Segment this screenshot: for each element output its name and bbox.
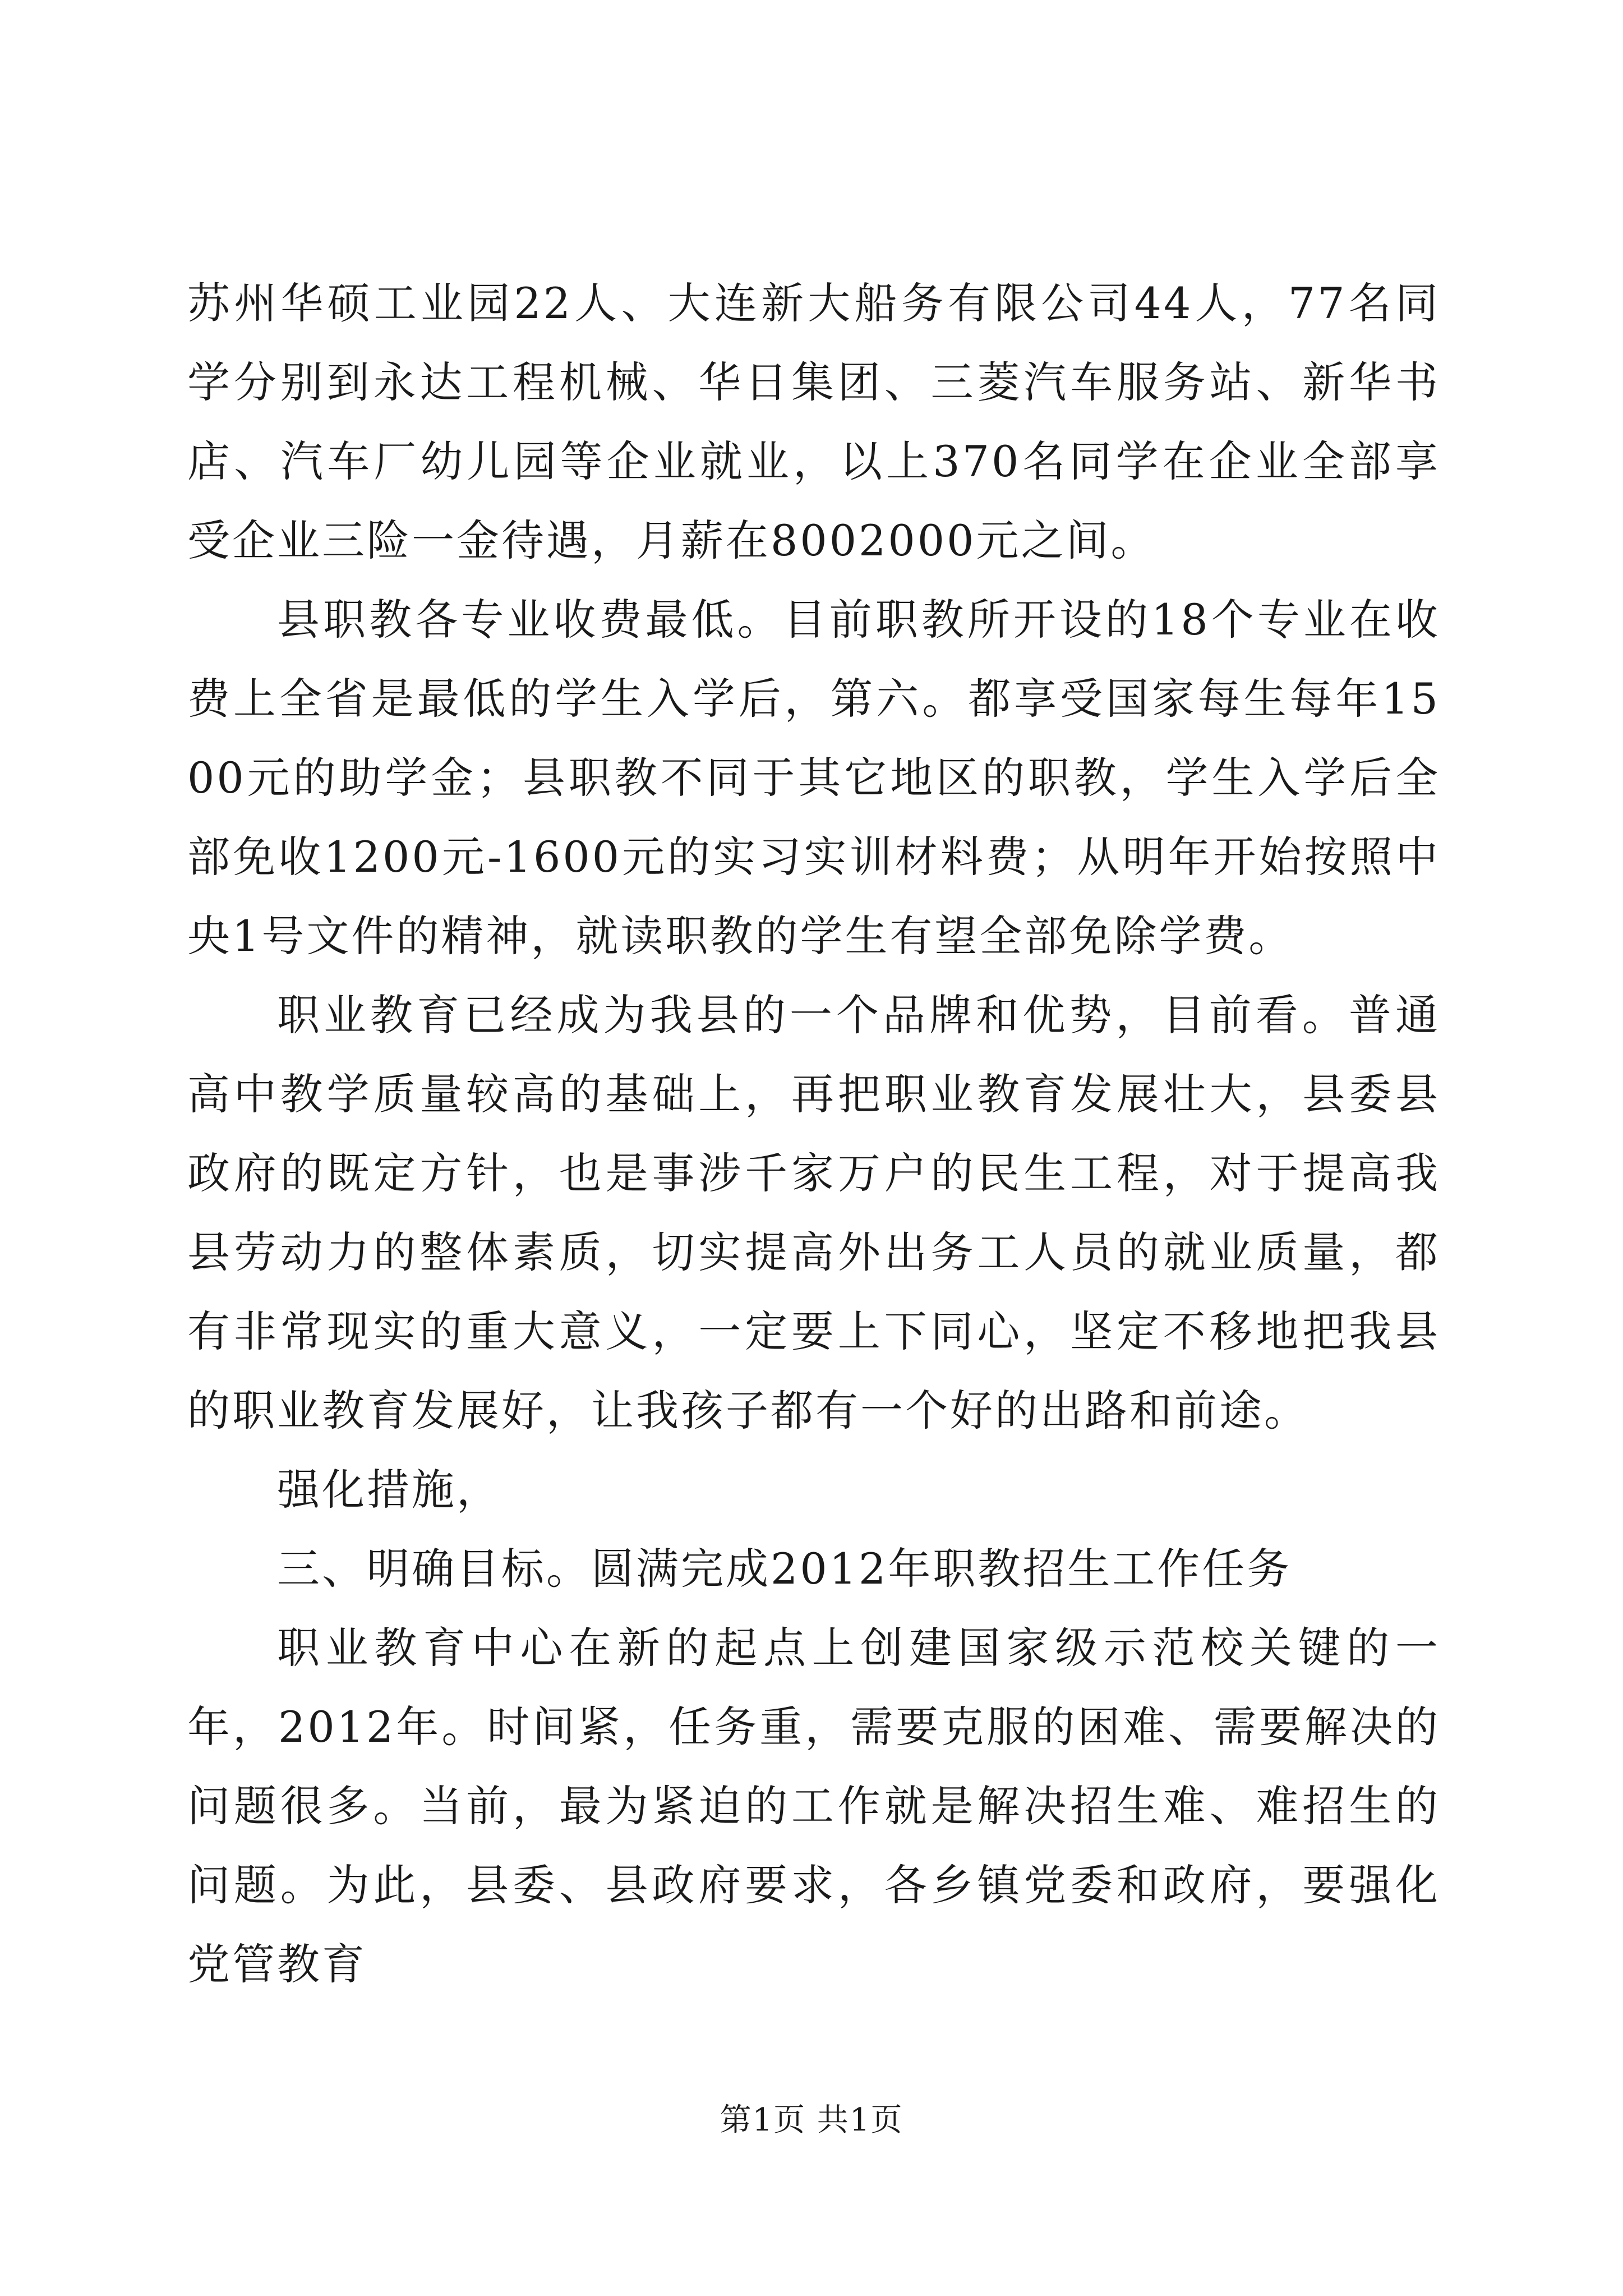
- paragraph-measures: 强化措施，: [277, 1465, 501, 1515]
- document-body: [187, 264, 1440, 2004]
- paragraph-brand: 职业教育已经成为我县的一个品牌和优势，目前看。普通高中教学质量较高的基础上，再把职业教育发展壮大，县委县政府的既定方针，也是事涉千家万户的民生工程，对于提高我县劳动力的整体素质，切实提高外出务工人员的就业质量，都有非常现实的重大意义，一定要上下同心，坚定不移地把我县的职业教育发展好，让我孩子都有一个好的出路和前途。: [187, 990, 1440, 1435]
- section-heading: 三、明确目标。圆满完成2012年职教招生工作任务: [277, 1544, 1292, 1594]
- paragraph-fees: 县职教各专业收费最低。目前职教所开设的18个专业在收费上全省是最低的学生入学后，第六。都享受国家每生每年1500元的助学金；县职教不同于其它地区的职教，学生入学后全部免收1200元-1600元的实习实训材料费；从明年开始按照中央1号文件的精神，就读职教的学生有望全部免除学费。: [187, 595, 1440, 961]
- paragraph-continuation: 苏州华硕工业园22人、大连新大船务有限公司44人，77名同学分别到永达工程机械、华日集团、三菱汽车服务站、新华书店、汽车厂幼儿园等企业就业，以上370名同学在企业全部享受企业三险一金待遇，月薪在8002000元之间。: [187, 278, 1440, 565]
- page-footer: 第1页 共1页: [720, 2102, 903, 2138]
- paragraph-goals: 职业教育中心在新的起点上创建国家级示范校关键的一年，2012年。时间紧，任务重，需要克服的困难、需要解决的问题很多。当前，最为紧迫的工作就是解决招生难、难招生的问题。为此，县委、县政府要求，各乡镇党委和政府，要强化党管教育: [187, 1623, 1440, 1989]
